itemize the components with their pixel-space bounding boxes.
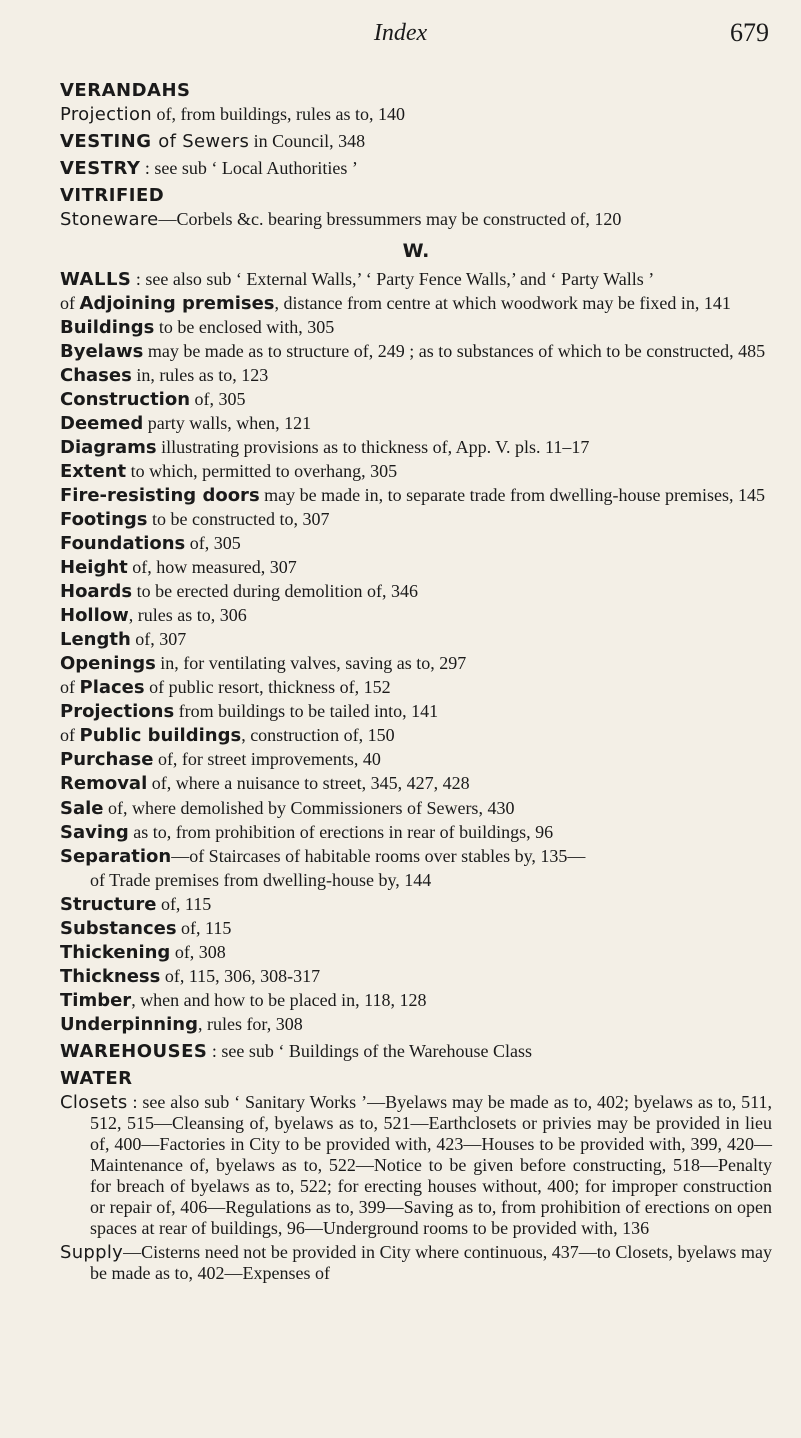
- walls-entry: [60, 605, 772, 626]
- entry-keyword: Extent: [60, 460, 127, 482]
- page-number: 679: [730, 18, 769, 47]
- entry-text: , when and how to be placed in, 118, 128: [131, 989, 427, 1010]
- entry-keyword: Openings: [60, 653, 156, 675]
- entry-text: of Trade premises from dwelling-house by, 144: [90, 869, 432, 890]
- entry-text: , construction of, 150: [241, 725, 395, 746]
- entry-text: of, 115: [156, 893, 212, 914]
- entry-prefix: of: [60, 292, 80, 313]
- entry-keyword: Underpinning: [60, 1013, 198, 1035]
- entry-text: , distance from centre at which woodwork may be fixed in, 141: [274, 292, 731, 313]
- entry-keyword: Fire-resisting doors: [60, 484, 260, 506]
- entry-text: may be made as to structure of, 249 ; as to substances of which to be constructed, 485: [143, 340, 766, 361]
- entry-text: of, from buildings, rules as to, 140: [152, 104, 405, 125]
- entry-text: illustrating provisions as to thickness of, App. V. pls. 11–17: [156, 436, 590, 457]
- entry-keyword: Thickening: [60, 941, 171, 963]
- walls-entry: [60, 894, 772, 915]
- walls-entry: [60, 389, 772, 410]
- walls-entry: [60, 822, 772, 843]
- entry-keyword: Timber: [60, 989, 132, 1011]
- walls-entry: [60, 677, 772, 698]
- entry-keyword: Buildings: [60, 316, 155, 338]
- walls-entry: [60, 918, 772, 939]
- heading-walls: WALLS : see also sub ‘ External Walls,’ ‘ Party Fence Walls,’ and ‘ Party Walls ’: [60, 268, 655, 290]
- verandahs-entry: [60, 104, 772, 125]
- entry-keyword: Hollow: [60, 605, 129, 627]
- entry-keyword: Substances: [60, 917, 177, 939]
- entry-keyword: Footings: [60, 508, 148, 530]
- section-letter: W.: [402, 240, 430, 263]
- entry-keyword: Construction: [60, 388, 191, 410]
- walls-entry: [60, 701, 772, 722]
- entry-text: of, 305: [190, 388, 246, 409]
- entry-keyword: Sale: [60, 797, 104, 819]
- entry-text: of, 307: [130, 629, 187, 650]
- walls-entry: [60, 485, 772, 506]
- entry-text: , rules for, 308: [197, 1013, 303, 1034]
- walls-entry: [60, 629, 772, 650]
- entry-keyword: Projections: [60, 701, 175, 723]
- entry-keyword: Places: [79, 677, 145, 699]
- entry-text: from buildings to be tailed into, 141: [174, 701, 439, 722]
- heading-vesting: VESTING of Sewers in Council, 348: [60, 131, 366, 153]
- entry-text: in, for ventilating valves, saving as to, 297: [155, 653, 467, 674]
- entry-text: of, for street improvements, 40: [153, 749, 381, 770]
- entry-text: of, where demolished by Commissioners of Sewers, 430: [103, 797, 515, 818]
- walls-entry: [60, 846, 772, 867]
- walls-entry: [60, 509, 772, 530]
- walls-entry: [60, 942, 772, 963]
- walls-entry: [60, 557, 772, 578]
- walls-entry: [60, 437, 772, 458]
- heading-warehouses: WAREHOUSES : see sub ‘ Buildings of the Warehouse Class: [60, 1041, 533, 1062]
- heading-water: WATER: [60, 1068, 133, 1090]
- entry-text: , rules as to, 306: [128, 605, 247, 626]
- entry-keyword: Removal: [60, 773, 148, 795]
- entry-text: as to, from prohibition of erections in rear of buildings, 96: [128, 821, 554, 842]
- entry-keyword: Purchase: [60, 749, 154, 771]
- entry-text: of, 115, 306, 308-317: [160, 965, 321, 986]
- entry-text: —of Staircases of habitable rooms over stables by, 135—: [171, 845, 586, 866]
- entry-keyword: Chases: [60, 364, 132, 386]
- heading-vitrified: VITRIFIED: [60, 185, 165, 207]
- entry-text: party walls, when, 121: [143, 412, 312, 433]
- walls-entry: [60, 653, 772, 674]
- entry-keyword: Public buildings: [79, 725, 242, 747]
- entry-text: to be constructed to, 307: [147, 508, 330, 529]
- heading-vestry: VESTRY : see sub ‘ Local Authorities ’: [60, 158, 358, 180]
- walls-entry: [60, 341, 772, 362]
- water-closets-entry: Closets : see also sub ‘ Sanitary Works ’—Byelaws may be made as to, 402; byelaws as to, 511, 512, 515—Cleansing of, byelaws as to, 521—Earthclosets or privies may be provided in lieu of, 400—Factories in City to be provided with, 423—Houses to be provided with, 399, 420—Maintenance of, byelaws as to, 522—Notice to be given before constructing, 518—Penalty for breach of byelaws as to, 522; for erecting houses without, 400; for improper construction or repair of, 406—Regulations as to, 399—Saving as to, from prohibition of erections on open spaces at rear of buildings, 96—Underground rooms to be provided with, 136: [60, 1092, 772, 1239]
- entry-text: to be enclosed with, 305: [154, 316, 335, 337]
- walls-entries: [60, 293, 772, 1035]
- entry-keyword: Hoards: [60, 581, 133, 603]
- walls-entry: [60, 317, 772, 338]
- walls-entry: [60, 461, 772, 482]
- entry-prefix: of: [60, 677, 80, 698]
- entry-text: of, 115: [176, 917, 232, 938]
- water-supply-entry: Supply—Cisterns need not be provided in City where continuous, 437—to Closets, byelaws may be made as to, 402—Expenses of: [60, 1242, 772, 1284]
- entry-keyword: Structure: [60, 893, 157, 915]
- walls-entry: [60, 798, 772, 819]
- entry-keyword: Diagrams: [60, 436, 157, 458]
- walls-entry: [60, 870, 772, 891]
- entry-keyword: Byelaws: [60, 340, 144, 362]
- walls-entry: [60, 293, 772, 314]
- entry-keyword: Separation: [60, 845, 172, 867]
- walls-entry: [60, 749, 772, 770]
- entry-keyword: Saving: [60, 821, 129, 843]
- entry-text: of public resort, thickness of, 152: [144, 677, 391, 698]
- walls-entry: [60, 1014, 772, 1035]
- entry-text: of, 305: [185, 533, 241, 554]
- running-head: Index: [373, 20, 428, 46]
- entry-text: of, 308: [170, 941, 226, 962]
- entry-keyword: Height: [60, 557, 128, 579]
- entry-text: of, where a nuisance to street, 345, 427, 428: [147, 773, 470, 794]
- entry-text: may be made in, to separate trade from dwelling-house premises, 145: [259, 484, 766, 505]
- index-body: [60, 74, 772, 1285]
- walls-entry: [60, 581, 772, 602]
- vesting-kw: of Sewers: [158, 131, 250, 153]
- vitrified-entry: Stoneware—Corbels &c. bearing bressummers may be constructed of, 120: [60, 209, 622, 231]
- entry-keyword: Thickness: [60, 965, 161, 987]
- entry-keyword: Deemed: [60, 412, 144, 434]
- walls-entry: [60, 365, 772, 386]
- heading-verandahs: VERANDAHS: [60, 80, 191, 101]
- walls-entry: [60, 413, 772, 434]
- walls-entry: [60, 773, 772, 794]
- entry-prefix: of: [60, 725, 80, 746]
- entry-text: of, how measured, 307: [127, 557, 297, 578]
- entry-text: to which, permitted to overhang, 305: [126, 460, 398, 481]
- entry-keyword: Length: [60, 629, 131, 651]
- entry-keyword: Projection: [60, 104, 153, 126]
- entry-text: to be erected during demolition of, 346: [132, 581, 418, 602]
- walls-entry: [60, 990, 772, 1011]
- entry-keyword: Foundations: [60, 533, 186, 555]
- walls-entry: [60, 725, 772, 746]
- walls-entry: [60, 966, 772, 987]
- entry-text: in, rules as to, 123: [131, 364, 269, 385]
- entry-keyword: Adjoining premises: [79, 292, 275, 314]
- walls-entry: [60, 533, 772, 554]
